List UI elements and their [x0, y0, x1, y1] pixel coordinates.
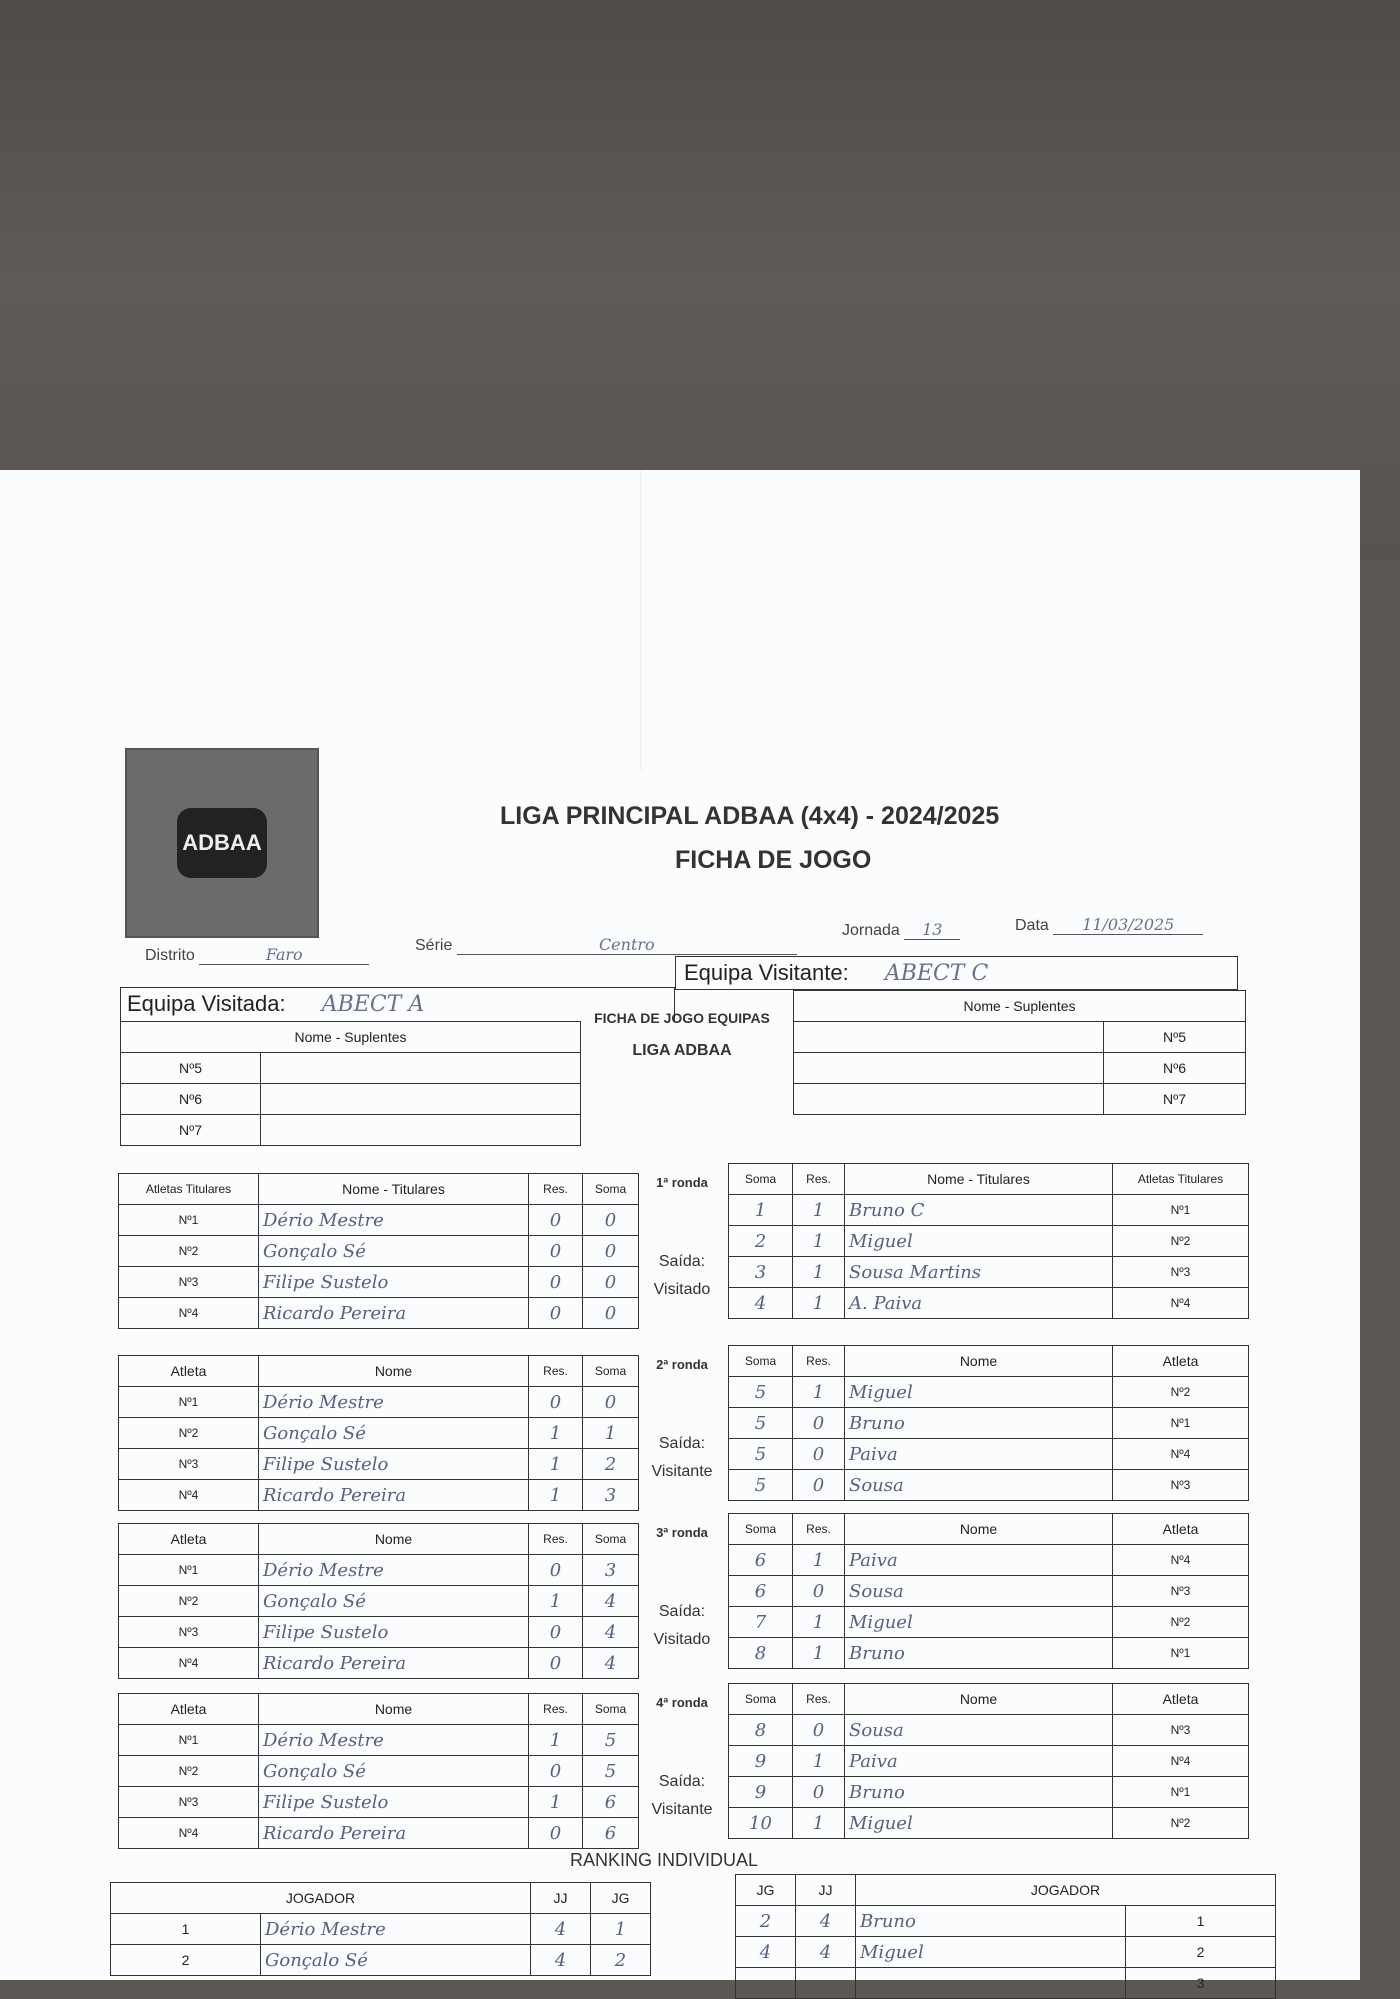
- player-soma: 6: [583, 1818, 639, 1849]
- saida-label: Saída:: [658, 1603, 706, 1620]
- sheet-title: LIGA PRINCIPAL ADBAA (4x4) - 2024/2025: [500, 802, 1000, 830]
- player-row: Nº3 Filipe Sustelo 1 2: [119, 1449, 639, 1480]
- player-row: Nº1 Dério Mestre 0 0: [119, 1205, 639, 1236]
- player-res: 0: [529, 1387, 583, 1418]
- saida-label: Saída:: [658, 1435, 706, 1452]
- paper-fold: [640, 470, 642, 770]
- player-res: 1: [793, 1746, 845, 1777]
- player-soma: 5: [583, 1756, 639, 1787]
- player-res: 0: [529, 1205, 583, 1236]
- player-res: 0: [529, 1818, 583, 1849]
- player-row: 10 1 Miguel Nº2: [729, 1808, 1249, 1839]
- player-name: Miguel: [845, 1808, 1113, 1839]
- player-name: Bruno: [845, 1638, 1113, 1669]
- sheet-subtitle: FICHA DE JOGO: [675, 846, 872, 874]
- round-4-visitante-table: [728, 1683, 1249, 1839]
- distrito-field: Distrito Faro: [145, 945, 369, 965]
- player-soma: 5: [583, 1725, 639, 1756]
- player-soma: 8: [729, 1715, 793, 1746]
- player-row: 5 1 Miguel Nº2: [729, 1377, 1249, 1408]
- player-soma: 4: [583, 1586, 639, 1617]
- player-res: 0: [529, 1555, 583, 1586]
- player-soma: 4: [583, 1648, 639, 1679]
- player-name: Miguel: [845, 1226, 1113, 1257]
- player-res: 1: [793, 1257, 845, 1288]
- player-row: 5 0 Sousa Nº3: [729, 1470, 1249, 1501]
- player-res: 1: [529, 1418, 583, 1449]
- player-res: 1: [529, 1480, 583, 1511]
- round-1-visitante-table: [728, 1163, 1249, 1319]
- player-res: 0: [793, 1715, 845, 1746]
- player-soma: 3: [729, 1257, 793, 1288]
- player-soma: 1: [583, 1418, 639, 1449]
- player-soma: 1: [729, 1195, 793, 1226]
- round-3-visitada-table: [118, 1523, 639, 1679]
- round-label: 1ª ronda: [656, 1175, 708, 1190]
- player-soma: 5: [729, 1408, 793, 1439]
- player-name: Filipe Sustelo: [259, 1617, 529, 1648]
- suplente-name-cell[interactable]: [794, 1053, 1104, 1084]
- player-row: Nº4 Ricardo Pereira 1 3: [119, 1480, 639, 1511]
- player-res: 1: [793, 1808, 845, 1839]
- round-header-row: Atleta Nome Res. Soma: [119, 1694, 639, 1725]
- equipa-visitante: Equipa Visitante: ABECT C: [675, 956, 1238, 990]
- player-name: Ricardo Pereira: [259, 1480, 529, 1511]
- center-label-2: LIGA ADBAA: [632, 1042, 732, 1059]
- player-row: Nº3 Filipe Sustelo 0 4: [119, 1617, 639, 1648]
- player-row: 4 1 A. Paiva Nº4: [729, 1288, 1249, 1319]
- suplente-name-cell[interactable]: [794, 1022, 1104, 1053]
- round-3-visitante-table: [728, 1513, 1249, 1669]
- player-name: Dério Mestre: [259, 1725, 529, 1756]
- round-4-visitada-table: [118, 1693, 639, 1849]
- player-name: Sousa Martins: [845, 1257, 1113, 1288]
- saida-label: Saída:: [658, 1253, 706, 1270]
- round-header-row: Soma Res. Nome Atleta: [729, 1514, 1249, 1545]
- player-soma: 3: [583, 1555, 639, 1586]
- player-name: Miguel: [845, 1607, 1113, 1638]
- logo-badge: ADBAA: [177, 808, 267, 878]
- player-res: 0: [793, 1408, 845, 1439]
- saida-team: Visitado: [653, 1281, 711, 1298]
- player-soma: 0: [583, 1387, 639, 1418]
- player-res: 1: [529, 1725, 583, 1756]
- data-value: 11/03/2025: [1053, 915, 1203, 935]
- player-row: Nº2 Gonçalo Sé 0 5: [119, 1756, 639, 1787]
- player-soma: 6: [583, 1787, 639, 1818]
- player-soma: 3: [583, 1480, 639, 1511]
- player-name: Miguel: [845, 1377, 1113, 1408]
- player-row: 2 1 Miguel Nº2: [729, 1226, 1249, 1257]
- player-name: Sousa: [845, 1576, 1113, 1607]
- player-row: Nº1 Dério Mestre 1 5: [119, 1725, 639, 1756]
- player-row: 9 0 Bruno Nº1: [729, 1777, 1249, 1808]
- player-row: Nº3 Filipe Sustelo 1 6: [119, 1787, 639, 1818]
- player-name: Bruno C: [845, 1195, 1113, 1226]
- player-res: 0: [529, 1298, 583, 1329]
- player-soma: 7: [729, 1607, 793, 1638]
- player-res: 0: [793, 1777, 845, 1808]
- player-soma: 5: [729, 1377, 793, 1408]
- suplente-name-cell[interactable]: [261, 1053, 581, 1084]
- player-name: Dério Mestre: [259, 1387, 529, 1418]
- player-res: 1: [793, 1638, 845, 1669]
- player-name: Dério Mestre: [259, 1205, 529, 1236]
- serie-field: Série Centro: [415, 935, 797, 955]
- serie-value: Centro: [457, 935, 797, 955]
- player-soma: 5: [729, 1439, 793, 1470]
- player-row: 5 0 Paiva Nº4: [729, 1439, 1249, 1470]
- player-row: Nº2 Gonçalo Sé 1 1: [119, 1418, 639, 1449]
- suplente-name-cell[interactable]: [261, 1115, 581, 1146]
- saida-label: Saída:: [658, 1773, 706, 1790]
- player-res: 1: [793, 1195, 845, 1226]
- ranking-row: 2 Gonçalo Sé 4 2: [111, 1945, 651, 1976]
- player-res: 1: [793, 1288, 845, 1319]
- player-name: Bruno: [845, 1408, 1113, 1439]
- player-soma: 9: [729, 1746, 793, 1777]
- player-soma: 0: [583, 1236, 639, 1267]
- player-row: 5 0 Bruno Nº1: [729, 1408, 1249, 1439]
- player-name: Paiva: [845, 1439, 1113, 1470]
- suplentes-header: Nome - Suplentes: [121, 1022, 581, 1053]
- round-2-visitada-table: [118, 1355, 639, 1511]
- player-soma: 5: [729, 1470, 793, 1501]
- visitante-suplentes: Nome - Suplentes Nº5 Nº6 Nº7: [793, 990, 1246, 1115]
- player-name: Gonçalo Sé: [259, 1418, 529, 1449]
- player-res: 1: [529, 1787, 583, 1818]
- saida-team: Visitado: [653, 1631, 711, 1648]
- suplente-name-cell[interactable]: [261, 1084, 581, 1115]
- player-res: 0: [529, 1617, 583, 1648]
- player-name: Filipe Sustelo: [259, 1787, 529, 1818]
- player-res: 0: [793, 1576, 845, 1607]
- ranking-title: RANKING INDIVIDUAL: [570, 1850, 759, 1870]
- player-res: 0: [529, 1756, 583, 1787]
- saida-team: Visitante: [651, 1801, 713, 1818]
- visitada-suplentes: Nome - Suplentes Nº5 Nº6 Nº7: [120, 1021, 581, 1146]
- player-row: 8 1 Bruno Nº1: [729, 1638, 1249, 1669]
- player-soma: 0: [583, 1205, 639, 1236]
- ranking-row: 4 4 Miguel 2: [736, 1937, 1276, 1968]
- player-row: 6 0 Sousa Nº3: [729, 1576, 1249, 1607]
- ranking-right-table: JG JJ JOGADOR 2 4 Bruno 1 4 4 Miguel 2 3: [735, 1874, 1276, 1999]
- player-name: Filipe Sustelo: [259, 1449, 529, 1480]
- player-name: Sousa: [845, 1470, 1113, 1501]
- adbaa-logo: [125, 748, 319, 938]
- player-row: Nº4 Ricardo Pereira 0 6: [119, 1818, 639, 1849]
- player-row: Nº4 Ricardo Pereira 0 0: [119, 1298, 639, 1329]
- player-name: Ricardo Pereira: [259, 1298, 529, 1329]
- round-header-row: Atleta Nome Res. Soma: [119, 1524, 639, 1555]
- player-soma: 4: [729, 1288, 793, 1319]
- player-soma: 6: [729, 1545, 793, 1576]
- player-res: 0: [793, 1439, 845, 1470]
- player-name: Paiva: [845, 1746, 1113, 1777]
- player-soma: 0: [583, 1267, 639, 1298]
- player-row: 8 0 Sousa Nº3: [729, 1715, 1249, 1746]
- player-name: Ricardo Pereira: [259, 1648, 529, 1679]
- round-header-row: Soma Res. Nome - Titulares Atletas Titulares: [729, 1164, 1249, 1195]
- player-name: A. Paiva: [845, 1288, 1113, 1319]
- player-row: Nº3 Filipe Sustelo 0 0: [119, 1267, 639, 1298]
- ranking-row: 1 Dério Mestre 4 1: [111, 1914, 651, 1945]
- player-soma: 4: [583, 1617, 639, 1648]
- data-field: Data 11/03/2025: [1015, 915, 1203, 935]
- player-name: Bruno: [845, 1777, 1113, 1808]
- round-1-visitada-table: [118, 1173, 639, 1329]
- player-row: Nº1 Dério Mestre 0 3: [119, 1555, 639, 1586]
- player-res: 0: [529, 1267, 583, 1298]
- player-res: 0: [529, 1648, 583, 1679]
- round-label: 4ª ronda: [656, 1695, 708, 1710]
- player-row: 3 1 Sousa Martins Nº3: [729, 1257, 1249, 1288]
- player-name: Dério Mestre: [259, 1555, 529, 1586]
- player-soma: 10: [729, 1808, 793, 1839]
- ranking-row: 2 4 Bruno 1: [736, 1906, 1276, 1937]
- player-soma: 6: [729, 1576, 793, 1607]
- player-row: 1 1 Bruno C Nº1: [729, 1195, 1249, 1226]
- round-2-visitante-table: [728, 1345, 1249, 1501]
- player-row: Nº2 Gonçalo Sé 1 4: [119, 1586, 639, 1617]
- player-row: Nº2 Gonçalo Sé 0 0: [119, 1236, 639, 1267]
- round-header-row: Atletas Titulares Nome - Titulares Res. Soma: [119, 1174, 639, 1205]
- player-res: 1: [793, 1545, 845, 1576]
- jornada-value: 13: [904, 920, 960, 940]
- player-soma: 8: [729, 1638, 793, 1669]
- player-row: 9 1 Paiva Nº4: [729, 1746, 1249, 1777]
- player-name: Gonçalo Sé: [259, 1756, 529, 1787]
- center-label-1: FICHA DE JOGO EQUIPAS: [594, 1010, 770, 1026]
- player-res: 0: [529, 1236, 583, 1267]
- round-header-row: Soma Res. Nome Atleta: [729, 1346, 1249, 1377]
- player-row: Nº1 Dério Mestre 0 0: [119, 1387, 639, 1418]
- player-row: 6 1 Paiva Nº4: [729, 1545, 1249, 1576]
- player-name: Ricardo Pereira: [259, 1818, 529, 1849]
- player-row: 7 1 Miguel Nº2: [729, 1607, 1249, 1638]
- player-soma: 0: [583, 1298, 639, 1329]
- ranking-row: 3: [736, 1968, 1276, 1999]
- player-soma: 9: [729, 1777, 793, 1808]
- player-name: Gonçalo Sé: [259, 1586, 529, 1617]
- suplentes-header: Nome - Suplentes: [794, 991, 1246, 1022]
- player-res: 1: [793, 1607, 845, 1638]
- round-label: 3ª ronda: [656, 1525, 708, 1540]
- jornada-field: Jornada 13: [842, 920, 960, 940]
- player-row: Nº4 Ricardo Pereira 0 4: [119, 1648, 639, 1679]
- player-name: Gonçalo Sé: [259, 1236, 529, 1267]
- round-header-row: Soma Res. Nome Atleta: [729, 1684, 1249, 1715]
- ranking-left-table: JOGADOR JJ JG 1 Dério Mestre 4 1 2 Gonçalo Sé 4 2: [110, 1882, 651, 1976]
- saida-team: Visitante: [651, 1463, 713, 1480]
- player-res: 1: [793, 1377, 845, 1408]
- player-soma: 2: [729, 1226, 793, 1257]
- round-label: 2ª ronda: [656, 1357, 708, 1372]
- player-name: Paiva: [845, 1545, 1113, 1576]
- player-name: Filipe Sustelo: [259, 1267, 529, 1298]
- player-res: 1: [529, 1449, 583, 1480]
- distrito-value: Faro: [199, 945, 369, 965]
- suplente-name-cell[interactable]: [794, 1084, 1104, 1115]
- player-res: 1: [793, 1226, 845, 1257]
- player-res: 1: [529, 1586, 583, 1617]
- player-name: Sousa: [845, 1715, 1113, 1746]
- equipa-visitada: Equipa Visitada: ABECT A: [120, 987, 675, 1021]
- round-header-row: Atleta Nome Res. Soma: [119, 1356, 639, 1387]
- player-res: 0: [793, 1470, 845, 1501]
- player-soma: 2: [583, 1449, 639, 1480]
